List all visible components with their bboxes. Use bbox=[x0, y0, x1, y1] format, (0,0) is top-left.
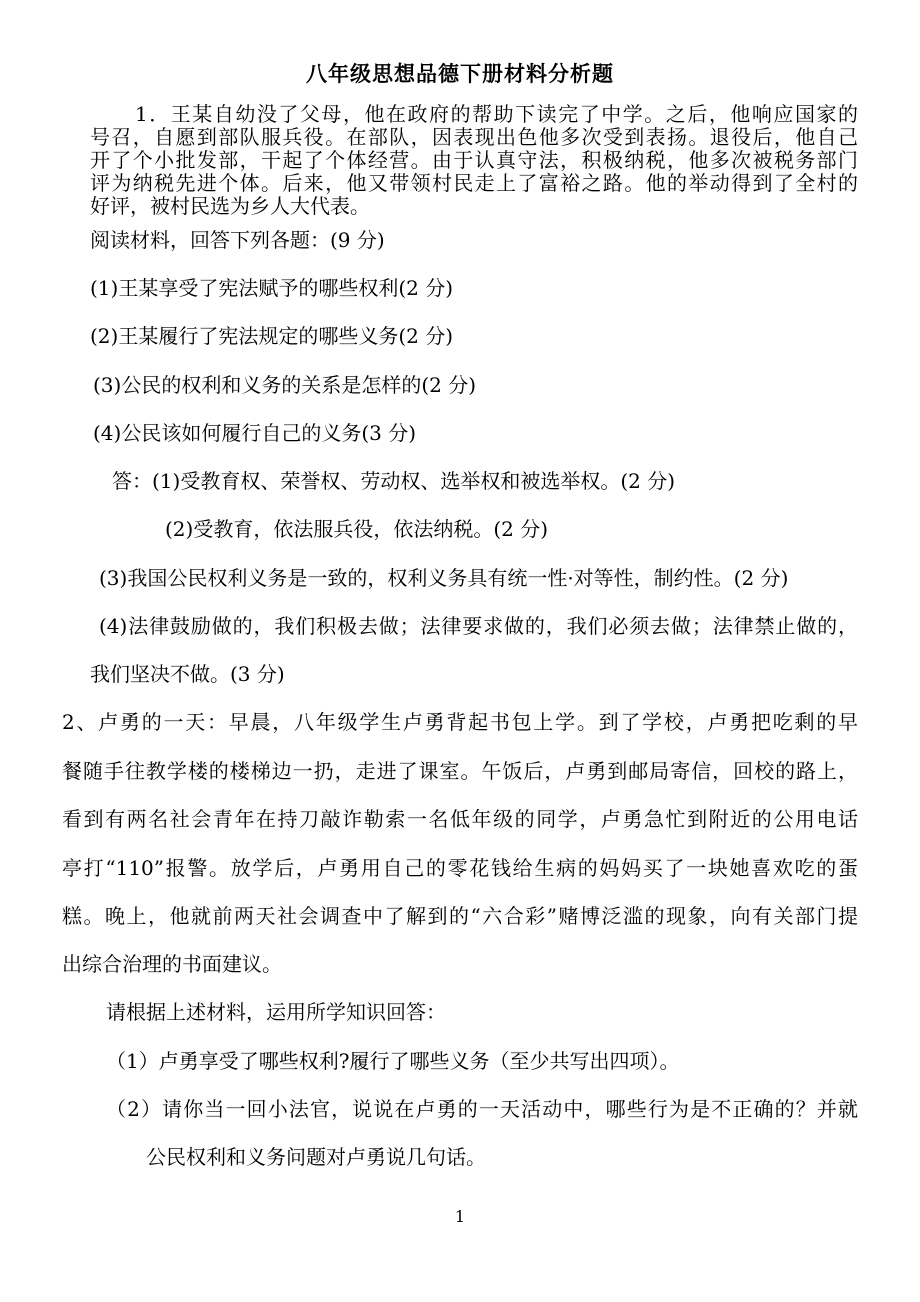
q1-material-line: 开了个小批发部，干起了个体经营。由于认真守法，积极纳税，他多次被税务部门 bbox=[90, 148, 858, 172]
q1-answer: 答：(1)受教育权、荣誉权、劳动权、选举权和被选举权。(2 分) bbox=[112, 469, 676, 493]
q2-question: 公民权利和义务问题对卢勇说几句话。 bbox=[146, 1145, 486, 1169]
q1-answer: (2)受教育，依法服兵役，依法纳税。(2 分) bbox=[165, 517, 549, 541]
q1-answer: 我们坚决不做。(3 分) bbox=[90, 662, 285, 686]
q1-instruction: 阅读材料，回答下列各题：(9 分) bbox=[90, 228, 385, 252]
q2-instruction: 请根据上述材料，运用所学知识回答： bbox=[106, 1000, 446, 1024]
q1-material-line: 好评，被村民选为乡人大代表。 bbox=[90, 194, 370, 218]
q2-material-line: 亭打“110”报警。放学后，卢勇用自己的零花钱给生病的妈妈买了一块她喜欢吃的蛋 bbox=[62, 856, 858, 880]
q1-material-line: 评为纳税先进个体。后来，他又带领村民走上了富裕之路。他的举动得到了全村的 bbox=[90, 171, 858, 195]
q2-material-line: 餐随手往教学楼的楼梯边一扔，走进了课室。午饭后，卢勇到邮局寄信，回校的路上， bbox=[62, 759, 858, 783]
q1-material-line: 1．王某自幼没了父母，他在政府的帮助下读完了中学。之后，他响应国家的 bbox=[135, 102, 858, 126]
q2-material-line: 出综合治理的书面建议。 bbox=[62, 952, 282, 976]
q2-material-line: 看到有两名社会青年在持刀敲诈勒索一名低年级的同学，卢勇急忙到附近的公用电话 bbox=[62, 807, 858, 831]
q1-question: (3)公民的权利和义务的关系是怎样的(2 分) bbox=[93, 373, 477, 397]
q1-question: (4)公民该如何履行自己的义务(3 分) bbox=[93, 421, 417, 445]
q1-question: (1)王某享受了宪法赋予的哪些权利(2 分) bbox=[90, 276, 454, 300]
q2-material-line: 糕。晚上，他就前两天社会调查中了解到的“六合彩”赌博泛滥的现象，向有关部门提 bbox=[62, 904, 858, 928]
document-title: 八年级思想品德下册材料分析题 bbox=[306, 61, 614, 86]
q1-question: (2)王某履行了宪法规定的哪些义务(2 分) bbox=[90, 324, 454, 348]
q2-question: （1）卢勇享受了哪些权利?履行了哪些义务（至少共写出四项）。 bbox=[106, 1049, 680, 1073]
q1-answer: (4)法律鼓励做的，我们积极去做；法律要求做的，我们必须去做；法律禁止做的， bbox=[99, 614, 858, 638]
q2-question: （2）请你当一回小法官，说说在卢勇的一天活动中，哪些行为是不正确的？并就 bbox=[106, 1097, 858, 1121]
q2-material-line: 2、卢勇的一天：早晨，八年级学生卢勇背起书包上学。到了学校，卢勇把吃剩的早 bbox=[62, 710, 858, 734]
page-number: 1 bbox=[454, 1207, 466, 1226]
q1-material-line: 号召，自愿到部队服兵役。在部队，因表现出色他多次受到表扬。退役后，他自己 bbox=[90, 125, 858, 149]
q1-answer: (3)我国公民权利义务是一致的，权利义务具有统一性·对等性，制约性。(2 分) bbox=[99, 566, 789, 590]
